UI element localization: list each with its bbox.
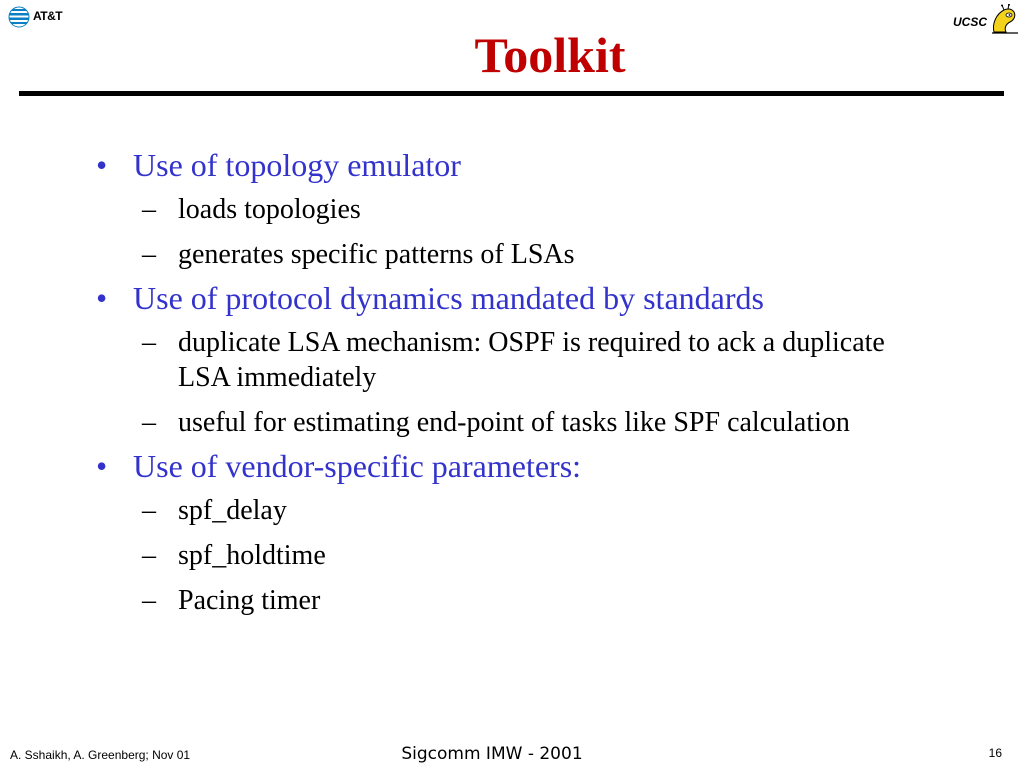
sub-bullet-text: duplicate LSA mechanism: OSPF is required to ack a duplicate LSA immediately — [178, 327, 885, 393]
footer-venue: Sigcomm IMW - 2001 — [401, 744, 583, 764]
footer-authors: A. Sshaikh, A. Greenberg; Nov 01 — [10, 748, 191, 762]
bullet-marker: • — [96, 448, 108, 484]
bullet-text: Use of vendor-specific parameters: — [133, 448, 582, 484]
bullet-item — [0, 275, 1024, 321]
sub-bullet-text: useful for estimating end-point of tasks like SPF calculation — [178, 407, 850, 438]
slide-number: 16 — [988, 746, 1002, 760]
sub-bullet-item — [0, 538, 1024, 573]
sub-bullet-item — [0, 493, 1024, 528]
att-logo-text: AT&T — [33, 8, 63, 23]
sub-bullet-marker: – — [142, 540, 156, 571]
sub-bullet-item — [0, 405, 1024, 440]
bullet-item — [0, 443, 1024, 489]
sub-bullet-marker: – — [142, 495, 156, 526]
sub-bullet-text: generates specific patterns of LSAs — [178, 239, 575, 270]
sub-bullet-text: loads topologies — [178, 194, 361, 225]
sub-bullet-text: spf_holdtime — [178, 540, 326, 571]
sub-bullet-marker: – — [142, 194, 156, 225]
sub-bullet-item — [0, 237, 1024, 272]
sub-bullet-marker: – — [142, 585, 156, 616]
bullet-text: Use of protocol dynamics mandated by standards — [133, 280, 764, 316]
sub-bullet-text: Pacing timer — [178, 585, 321, 616]
sub-bullet-item — [0, 325, 1024, 395]
bullet-marker: • — [96, 147, 108, 183]
sub-bullet-item — [0, 192, 1024, 227]
bullet-item — [0, 142, 1024, 188]
sub-bullet-marker: – — [142, 239, 156, 270]
slide-title: Toolkit — [474, 27, 626, 83]
bullet-marker: • — [96, 280, 108, 316]
sub-bullet-marker: – — [142, 407, 156, 438]
sub-bullet-item — [0, 583, 1024, 618]
title-divider — [19, 91, 1004, 96]
bullet-text: Use of topology emulator — [133, 147, 461, 183]
ucsc-logo-text: UCSC — [952, 15, 987, 29]
bullet-list — [0, 142, 1024, 618]
sub-bullet-text: spf_delay — [178, 495, 287, 526]
sub-bullet-marker: – — [142, 327, 156, 358]
